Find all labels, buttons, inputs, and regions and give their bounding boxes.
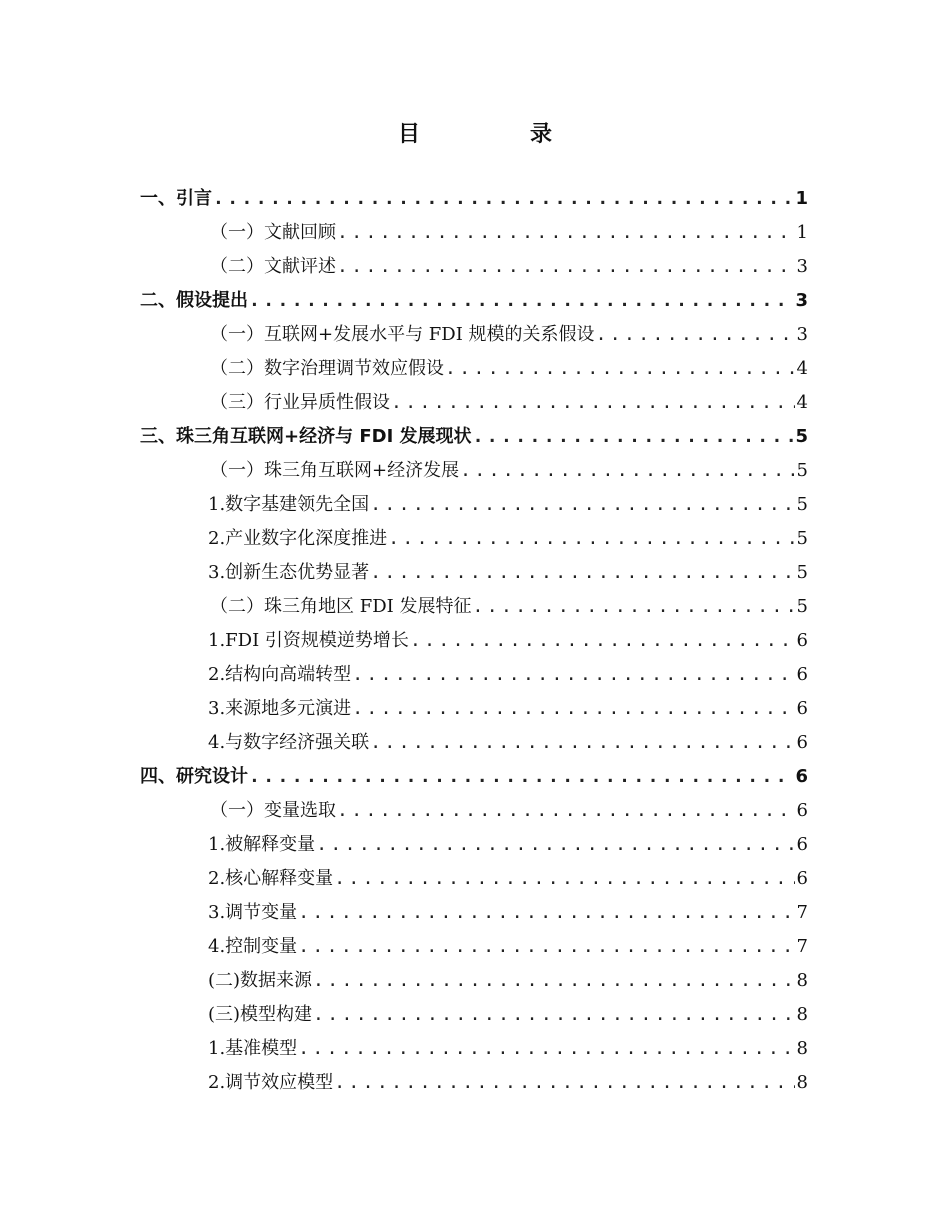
toc-entry-label: （三）行业异质性假设 <box>210 392 390 413</box>
toc-leader-dots <box>334 862 794 896</box>
toc-leader-dots <box>316 828 794 862</box>
toc-leader-dots <box>334 1066 794 1100</box>
toc-entry-page: 8 <box>796 1072 808 1093</box>
toc-leader-dots <box>298 930 794 964</box>
toc-leader-dots <box>445 352 795 386</box>
toc-entry-label: （一）珠三角互联网+经济发展 <box>210 460 460 481</box>
toc-leader-dots <box>249 284 793 318</box>
table-of-contents <box>0 182 950 1100</box>
toc-entry-page: 6 <box>796 868 808 889</box>
toc-entry-page: 6 <box>796 664 808 685</box>
toc-leader-dots <box>313 964 795 998</box>
toc-entry-label: （一）变量选取 <box>210 800 336 821</box>
toc-entry-page: 4 <box>796 392 808 413</box>
toc-entry-label: 3.调节变量 <box>208 902 298 923</box>
toc-entry[interactable] <box>0 896 950 930</box>
toc-leader-dots <box>410 624 795 658</box>
toc-leader-dots <box>370 488 794 522</box>
toc-entry-label: （一）互联网+发展水平与 FDI 规模的关系假设 <box>210 324 595 345</box>
toc-leader-dots <box>370 726 794 760</box>
toc-entry-page: 5 <box>796 596 808 617</box>
toc-leader-dots <box>352 692 794 726</box>
toc-entry-label: （二）文献评述 <box>210 256 336 277</box>
toc-entry-page: 6 <box>795 766 808 787</box>
toc-entry[interactable] <box>0 760 950 794</box>
toc-entry[interactable] <box>0 284 950 318</box>
toc-entry-page: 6 <box>796 630 808 651</box>
toc-entry[interactable] <box>0 794 950 828</box>
toc-entry-page: 6 <box>796 800 808 821</box>
toc-entry[interactable] <box>0 692 950 726</box>
toc-entry[interactable] <box>0 998 950 1032</box>
toc-entry[interactable] <box>0 862 950 896</box>
toc-entry-label: （一）文献回顾 <box>210 222 336 243</box>
toc-entry-label: 2.产业数字化深度推进 <box>208 528 388 549</box>
toc-entry-page: 7 <box>796 902 808 923</box>
toc-leader-dots <box>352 658 794 692</box>
toc-entry-page: 8 <box>796 1004 808 1025</box>
toc-entry-page: 5 <box>796 494 808 515</box>
toc-entry[interactable] <box>0 658 950 692</box>
toc-entry[interactable] <box>0 1032 950 1066</box>
toc-entry[interactable] <box>0 216 950 250</box>
toc-leader-dots <box>391 386 795 420</box>
toc-entry-page: 5 <box>795 426 808 447</box>
toc-leader-dots <box>473 420 794 454</box>
toc-entry-page: 8 <box>796 1038 808 1059</box>
toc-entry-page: 5 <box>796 460 808 481</box>
toc-entry-page: 3 <box>796 256 808 277</box>
toc-entry-page: 5 <box>796 528 808 549</box>
toc-leader-dots <box>337 216 795 250</box>
toc-entry-page: 7 <box>796 936 808 957</box>
toc-entry-page: 4 <box>796 358 808 379</box>
toc-entry-label: 3.创新生态优势显著 <box>208 562 370 583</box>
toc-entry-label: 四、研究设计 <box>140 766 248 787</box>
toc-entry-label: 4.与数字经济强关联 <box>208 732 370 753</box>
toc-entry[interactable] <box>0 930 950 964</box>
toc-entry-label: 1.数字基建领先全国 <box>208 494 370 515</box>
toc-leader-dots <box>249 760 793 794</box>
toc-entry[interactable] <box>0 964 950 998</box>
toc-leader-dots <box>337 794 795 828</box>
toc-leader-dots <box>460 454 794 488</box>
toc-entry-label: 2.核心解释变量 <box>208 868 334 889</box>
toc-entry[interactable] <box>0 1066 950 1100</box>
toc-entry-page: 5 <box>796 562 808 583</box>
toc-entry-label: 二、假设提出 <box>140 290 248 311</box>
toc-entry-label: 1.被解释变量 <box>208 834 316 855</box>
toc-leader-dots <box>313 998 795 1032</box>
toc-leader-dots <box>213 182 793 216</box>
toc-entry[interactable] <box>0 556 950 590</box>
toc-entry-page: 8 <box>796 970 808 991</box>
toc-entry-page: 1 <box>795 188 808 209</box>
toc-entry-label: 1.FDI 引资规模逆势增长 <box>208 630 409 651</box>
toc-leader-dots <box>370 556 794 590</box>
toc-entry-label: 1.基准模型 <box>208 1038 298 1059</box>
toc-entry[interactable] <box>0 420 950 454</box>
toc-entry[interactable] <box>0 182 950 216</box>
toc-entry-page: 3 <box>796 324 808 345</box>
toc-entry[interactable] <box>0 488 950 522</box>
toc-entry-page: 6 <box>796 698 808 719</box>
toc-entry-label: （二）珠三角地区 FDI 发展特征 <box>210 596 472 617</box>
toc-leader-dots <box>472 590 794 624</box>
toc-entry-page: 6 <box>796 834 808 855</box>
toc-entry-label: 三、珠三角互联网+经济与 FDI 发展现状 <box>140 426 472 447</box>
toc-entry-label: (二)数据来源 <box>208 970 313 991</box>
toc-leader-dots <box>596 318 795 352</box>
toc-entry[interactable] <box>0 250 950 284</box>
toc-entry[interactable] <box>0 352 950 386</box>
toc-entry-page: 3 <box>795 290 808 311</box>
toc-entry-label: 2.结构向高端转型 <box>208 664 352 685</box>
toc-entry[interactable] <box>0 590 950 624</box>
toc-entry-label: 一、引言 <box>140 188 212 209</box>
toc-entry[interactable] <box>0 386 950 420</box>
toc-entry-page: 6 <box>796 732 808 753</box>
toc-leader-dots <box>337 250 795 284</box>
toc-entry[interactable] <box>0 624 950 658</box>
toc-entry-page: 1 <box>796 222 808 243</box>
toc-entry[interactable] <box>0 726 950 760</box>
toc-entry[interactable] <box>0 828 950 862</box>
toc-entry-label: (三)模型构建 <box>208 1004 313 1025</box>
toc-entry-label: 4.控制变量 <box>208 936 298 957</box>
toc-entry-label: 2.调节效应模型 <box>208 1072 334 1093</box>
toc-entry-label: 3.来源地多元演进 <box>208 698 352 719</box>
toc-entry[interactable] <box>0 522 950 556</box>
toc-leader-dots <box>388 522 794 556</box>
toc-entry-label: （二）数字治理调节效应假设 <box>210 358 444 379</box>
toc-leader-dots <box>298 1032 794 1066</box>
page-title: 目 录 <box>397 122 596 147</box>
toc-entry[interactable] <box>0 318 950 352</box>
toc-entry[interactable] <box>0 454 950 488</box>
toc-leader-dots <box>298 896 794 930</box>
